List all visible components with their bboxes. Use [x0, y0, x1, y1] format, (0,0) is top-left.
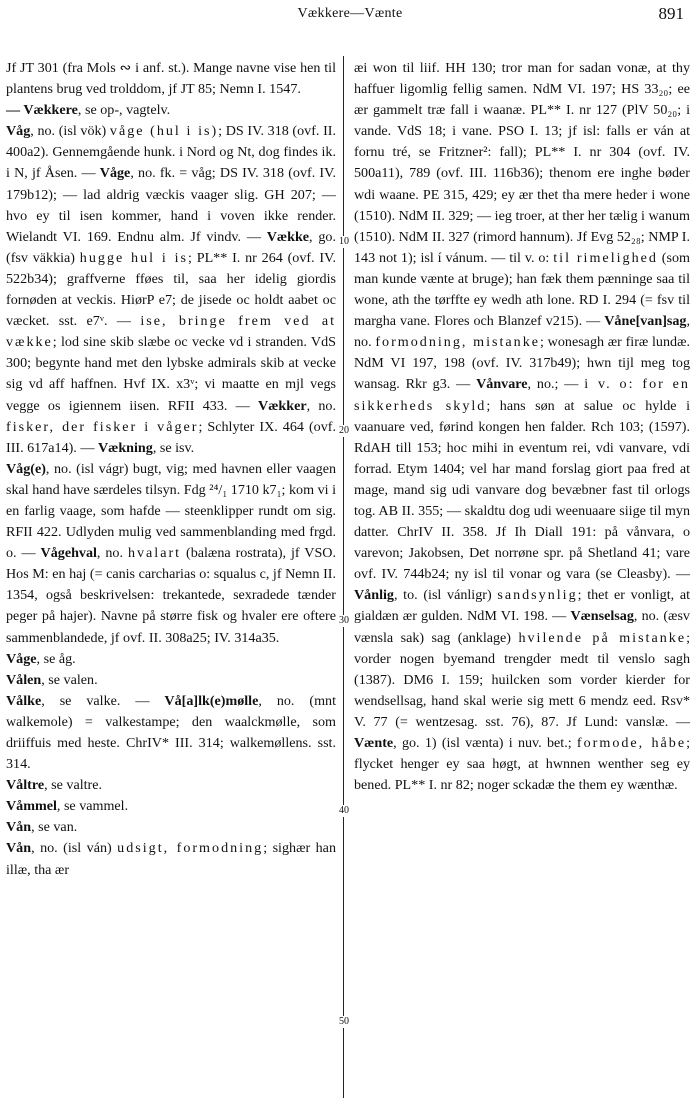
headword: Vålke — [6, 692, 42, 709]
entry-text: ; flycket henger ey saa høgt, at hwnnen wenther seg ey bened. PL** I. nr 82; noger sckadæ the them ey wænthæ. — [354, 735, 690, 794]
entry-text: ; sighær han illæ, tha ær — [6, 840, 336, 878]
entry-van — [6, 838, 336, 880]
headword: Vækker — [258, 397, 307, 414]
spaced-definition: hvalart — [127, 545, 182, 562]
headword: Våge — [6, 650, 37, 667]
line-number-10: 10 — [334, 236, 354, 248]
page-header — [0, 4, 700, 28]
entry-text: , se van. — [31, 819, 78, 836]
entry-valke — [6, 691, 336, 775]
entry-text: , se vammel. — [56, 798, 129, 815]
column-divider — [343, 56, 344, 1098]
spaced-definition: i v. o: for en sikkerheds skyld — [354, 376, 690, 414]
entry-van-ref — [6, 817, 336, 838]
entry-text: , no. — [354, 313, 690, 351]
headword: Vækning — [97, 439, 153, 456]
entry-text: , se valtre. — [44, 777, 103, 794]
entry-text: ; Schlyter IX. 464 (ovf. III. 617a14). — — [6, 418, 336, 456]
running-head: Vækkere—Vænte — [297, 6, 403, 21]
entry-text: , se åg. — [36, 650, 76, 667]
headword: Vålen — [6, 671, 42, 688]
entry-text: , to. (isl vánligr) — [393, 587, 498, 604]
entry-text: , no. (isl vök) — [30, 123, 110, 140]
entry-vaekkere — [6, 100, 336, 121]
entry-continuation — [6, 58, 336, 100]
entry-valtre — [6, 775, 336, 796]
spaced-definition: hugge hul i is — [79, 249, 188, 266]
headword: Vånvare — [476, 376, 528, 393]
headword: Vå[a]lk(e)mølle — [164, 692, 259, 709]
headword: Vække — [266, 228, 310, 245]
entry-valen — [6, 670, 336, 691]
headword: Våmmel — [6, 798, 57, 815]
headword: Vænselsag — [570, 608, 634, 625]
entry-text: , se valen. — [41, 671, 98, 688]
entry-vage-ref — [6, 649, 336, 670]
entry-text: ; lod sine skib slæbe oc vecke vd i stranden. VdS 300; begynte hand met den lybske admirals skib at vecke sig vd aff haffnen. Hvf IX. x3ᵛ; vi maatte en mjl vegs vegge os igiennem iisen. RFII 433. — — [6, 334, 336, 414]
entry-text: Jf JT 301 (fra Mols ∾ i anf. st.). Mange navne vise hen til plantens brug ved trolddom, jf JT 85; Nemn I. 1547. — [6, 60, 336, 98]
spaced-definition: formode, håbe — [576, 735, 687, 751]
spaced-definition: udsigt, formodning — [117, 840, 264, 857]
entry-text: ; thet er vonligt, at gialdæn ær gulden. NdM VI. 198. — — [354, 587, 690, 625]
headword: Våltre — [6, 777, 45, 794]
entry-text: , go. (fsv väkkia) — [6, 228, 336, 266]
entry-text: ; vorder nogen byemand trengder medt til venslo sagh (1387). DM6 I. 159; huilcken som vorder kierder for wendsellsag, hand skal werie sig mett 6 mendz eed. Rsv* V. 77 (= wentzesag. sst. 76), 87. Jf Lund: vanslæ. — — [354, 629, 690, 730]
headword: Våne[van]sag — [604, 313, 687, 330]
entry-text: ; wonesagh ær firæ lundæ. NdM VI 197, 198 (ovf. IV. 317b49); hwn tijl meg tog wansag. Rkr g3. — — [354, 334, 690, 393]
right-column — [354, 58, 690, 796]
entry-text: , no. — [306, 397, 336, 414]
headword: Vån — [6, 840, 32, 857]
entry-text: ; hans søn at salue oc hylde i vaanuare ved, førind kongen hen falder. Rch 103; (1597). RdAH till 153; hoc mihi in eventum rei, vdi vanvare, vdi forrad. Etym 1404; vel har mand forslag giort paa fred at mage, mand sig udi vanvare dog bevæbner fast til orlogs tog. AB II. 355; — skaldtu dog udi weenuaare siige til myn datter. ChrIV II. 358. Jf Ih Diall 191: på vånvara, o varevon; Jakobsen, Det norrøne spr. på Shetland 41; vare ovf. IV. 744b24; ny isl til vonar og vara (se Cleasby). — — [354, 397, 690, 583]
line-number-30: 30 — [334, 615, 354, 627]
entry-text: , no. (æsv vænsla sak) sag (anklage) — [354, 608, 690, 646]
entry-text: (balæna rostrata), jf VSO. Hos M: en haj (= canis carcharias o: squalus c, jf Nemn II. 1354, også beskrivelsen: trekantede, sexradede tænder peger på hajer). Navne på større fisk og hvaler ere oftere sammenblandede, jf ovf. II. 308a25; IV. 314a35. — [6, 545, 336, 646]
spaced-definition: formodning, mistanke — [375, 334, 541, 351]
spaced-definition: hvilende på mistanke — [518, 629, 687, 646]
headword: Våg — [6, 123, 31, 140]
headword: Vænte — [354, 735, 394, 751]
entry-text: æi won til liif. HH 130; tror man for sadan vonæ, at thy haffuer ligomlig fellig samen. NdM VI. 197; HS 33₂₀; ee ær gammelt træ fall i waanæ. PL** I. nr 127 (PlV 50₂₀; i vande. VdS 18; i vane. PSO I. 13; jf isl: falls er ván at fornu tré, se Fritzner²: fall); PL** I. nr 304 (ovf. IV. 500a11), 789 (ovf. III. 116b36); thenom ere inghe bøder wdi waane. PE 315, 429; ey ær thet tha mere heder i wone (1510). NdM II. 329; — ieg troer, at ther her tælig i wanum (1510). NdM II. 327 (rimord hannum). Jf Evg 52₂₈; NMP I. 143 not 1); isl í vánum. — til v. o: — [354, 60, 690, 266]
entry-text: , no. fk. = våg; DS IV. 318 (ovf. IV. 179b12); — lad aldrig væckis vaager slig. GH 207; — hvo ey til isen kommer, hand i voven ikke render. Wielandt VI. 169. Endnu alm. Jf vindv. — — [6, 165, 336, 245]
entry-text: , se isv. — [152, 439, 195, 456]
entry-text: , se op-, vagtelv. — [77, 102, 171, 119]
line-number-40: 40 — [334, 805, 354, 817]
page-number: 891 — [658, 4, 684, 23]
line-number-20: 20 — [334, 425, 354, 437]
headword: Våg(e) — [6, 460, 46, 477]
entry-vammel — [6, 796, 336, 817]
entry-vag — [6, 121, 336, 459]
headword: — Vækkere — [6, 102, 78, 119]
line-number-50: 50 — [334, 1016, 354, 1028]
entry-text: , no. (mnt walkemole) = valkestampe; den waalckmølle, som driiffuis med heste. ChrIV* III. 314; walkemøllens. sst. 314. — [6, 692, 337, 773]
headword: Vågehval — [40, 545, 97, 562]
headword: Vån — [6, 819, 32, 836]
entry-vage — [6, 459, 336, 649]
spaced-definition: fisker, der fisker i våger — [6, 418, 199, 435]
spaced-definition: til rimelighed — [553, 249, 658, 266]
headword: Våge — [99, 165, 131, 182]
entry-text: ; DS IV. 318 (ovf. II. 400a2). Gennemgående hunk. i Nord og Nt, dog findes ik. i N, jf Åsen. — — [6, 123, 337, 182]
entry-text: , no. (isl ván) — [31, 840, 118, 857]
headword: Vånlig — [354, 587, 394, 604]
entry-text: , no. (isl vágr) bugt, vig; med havnen eller vaagen skal hand have særdeles tilsyn. Fdg ²⁴/₁ 1710 k7₁; kom vi i en farlig vaage, som hafde — steenklipper rundt om sig. RFII 422. Udlyden mulig ved sammenblanding med frgd. o. — — [6, 460, 336, 562]
entry-text: ; PL** I. nr 264 (ovf. IV. 522b34); graffverne fføes til, saa her idelig giordis fornøden at veckis. HiørP e7; de jisede oc holdt aabet oc væcket. sst. e7ᵛ. — — [6, 249, 336, 330]
entry-text: , se valke. — — [41, 692, 165, 709]
spaced-definition: sandsynlig — [497, 587, 578, 604]
spaced-definition: våge (hul i is) — [109, 123, 219, 140]
left-column — [6, 58, 336, 881]
entry-van-continued — [354, 58, 690, 796]
spaced-definition: ise, bringe frem ved at vække — [6, 313, 337, 351]
entry-text: , no. — [96, 545, 128, 562]
entry-text: (som man kunde vænte at bruge); han fæk them pænninge saa til wone, ath the tørffte ey wedh ath lone. RD I. 294 (= fsv til margha vane. Flores och Blanzef v215). — — [354, 249, 690, 330]
entry-text: , go. 1) (isl vænta) i nuv. bet.; — [393, 735, 577, 751]
entry-text: , no.; — — [527, 376, 585, 393]
